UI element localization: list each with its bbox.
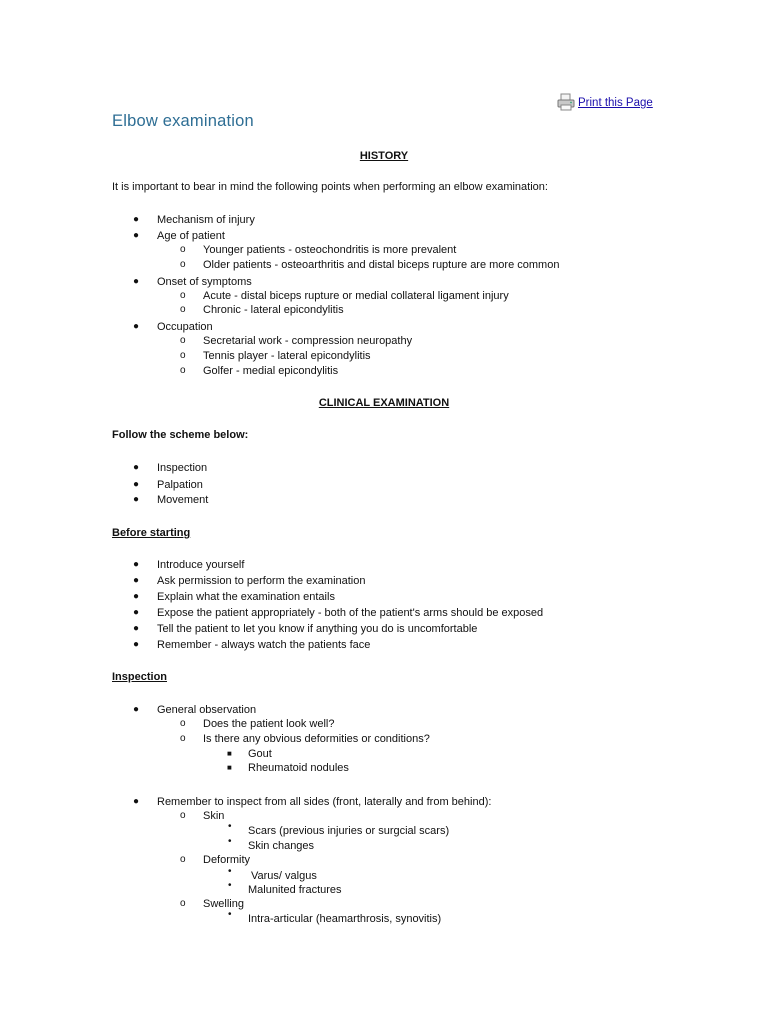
bullet-marker: ● bbox=[133, 462, 140, 473]
list-item: General observation bbox=[157, 704, 257, 716]
page-title: Elbow examination bbox=[112, 112, 254, 130]
list-item: Skin changes bbox=[248, 840, 315, 852]
list-item: Swelling bbox=[203, 898, 244, 910]
list-item: Scars (previous injuries or surgcial scars) bbox=[248, 825, 450, 837]
bullet-marker: ● bbox=[133, 639, 140, 650]
dot-marker: • bbox=[228, 836, 232, 847]
history-heading: HISTORY bbox=[359, 150, 409, 162]
list-item: Older patients - osteoarthritis and distal biceps rupture are more common bbox=[203, 259, 560, 271]
square-marker: ■ bbox=[227, 763, 232, 772]
circle-marker: o bbox=[180, 290, 186, 301]
list-item: Palpation bbox=[157, 479, 203, 491]
list-item: Acute - distal biceps rupture or medial collateral ligament injury bbox=[203, 290, 509, 302]
list-item: Onset of symptoms bbox=[157, 276, 252, 288]
bullet-marker: ● bbox=[133, 214, 140, 225]
bullet-marker: ● bbox=[133, 494, 140, 505]
bullet-marker: ● bbox=[133, 575, 140, 586]
list-item: Mechanism of injury bbox=[157, 214, 255, 226]
list-item: Rheumatoid nodules bbox=[248, 762, 349, 774]
list-item: Age of patient bbox=[157, 230, 225, 242]
circle-marker: o bbox=[180, 718, 186, 729]
inspection-heading: Inspection bbox=[112, 671, 168, 683]
list-item: Malunited fractures bbox=[248, 884, 342, 896]
list-item: Secretarial work - compression neuropathy bbox=[203, 335, 413, 347]
before-heading: Before starting bbox=[112, 527, 191, 539]
dot-marker: • bbox=[228, 821, 232, 832]
list-item: Gout bbox=[248, 748, 272, 760]
circle-marker: o bbox=[180, 244, 186, 255]
circle-marker: o bbox=[180, 350, 186, 361]
list-item: Does the patient look well? bbox=[203, 718, 335, 730]
bullet-marker: ● bbox=[133, 623, 140, 634]
circle-marker: o bbox=[180, 733, 186, 744]
bullet-marker: ● bbox=[133, 276, 140, 287]
dot-marker: • bbox=[228, 866, 232, 877]
bullet-marker: ● bbox=[133, 591, 140, 602]
bullet-marker: ● bbox=[133, 704, 140, 715]
bullet-marker: ● bbox=[133, 607, 140, 618]
circle-marker: o bbox=[180, 335, 186, 346]
bullet-marker: ● bbox=[133, 479, 140, 490]
circle-marker: o bbox=[180, 259, 186, 270]
list-item: Golfer - medial epicondylitis bbox=[203, 365, 339, 377]
list-item: Expose the patient appropriately - both of the patient's arms should be exposed bbox=[157, 607, 544, 619]
list-item: Occupation bbox=[157, 321, 213, 333]
list-item: Varus/ valgus bbox=[251, 870, 317, 882]
circle-marker: o bbox=[180, 304, 186, 315]
list-item: Skin bbox=[203, 810, 225, 822]
print-page-link[interactable]: Print this Page bbox=[578, 97, 653, 109]
list-item: Chronic - lateral epicondylitis bbox=[203, 304, 344, 316]
list-item: Remember to inspect from all sides (front, laterally and from behind): bbox=[157, 796, 492, 808]
circle-marker: o bbox=[180, 810, 186, 821]
list-item: Introduce yourself bbox=[157, 559, 245, 571]
list-item: Younger patients - osteochondritis is more prevalent bbox=[203, 244, 457, 256]
dot-marker: • bbox=[228, 880, 232, 891]
bullet-marker: ● bbox=[133, 230, 140, 241]
list-item: Deformity bbox=[203, 854, 251, 866]
scheme-label: Follow the scheme below: bbox=[112, 429, 249, 441]
circle-marker: o bbox=[180, 365, 186, 376]
bullet-marker: ● bbox=[133, 559, 140, 570]
list-item: Tennis player - lateral epicondylitis bbox=[203, 350, 371, 362]
list-item: Is there any obvious deformities or conditions? bbox=[203, 733, 430, 745]
list-item: Movement bbox=[157, 494, 209, 506]
circle-marker: o bbox=[180, 854, 186, 865]
dot-marker: • bbox=[228, 909, 232, 920]
list-item: Inspection bbox=[157, 462, 208, 474]
intro-paragraph: It is important to bear in mind the following points when performing an elbow examination: bbox=[112, 181, 548, 193]
bullet-marker: ● bbox=[133, 796, 140, 807]
list-item: Ask permission to perform the examination bbox=[157, 575, 366, 587]
square-marker: ■ bbox=[227, 749, 232, 758]
list-item: Intra-articular (heamarthrosis, synovitis) bbox=[248, 913, 442, 925]
print-page-link-wrap bbox=[556, 92, 653, 112]
clinical-heading: CLINICAL EXAMINATION bbox=[318, 397, 450, 409]
list-item: Remember - always watch the patients face bbox=[157, 639, 371, 651]
printer-icon[interactable] bbox=[556, 92, 576, 112]
circle-marker: o bbox=[180, 898, 186, 909]
list-item: Tell the patient to let you know if anything you do is uncomfortable bbox=[157, 623, 478, 635]
bullet-marker: ● bbox=[133, 321, 140, 332]
list-item: Explain what the examination entails bbox=[157, 591, 335, 603]
